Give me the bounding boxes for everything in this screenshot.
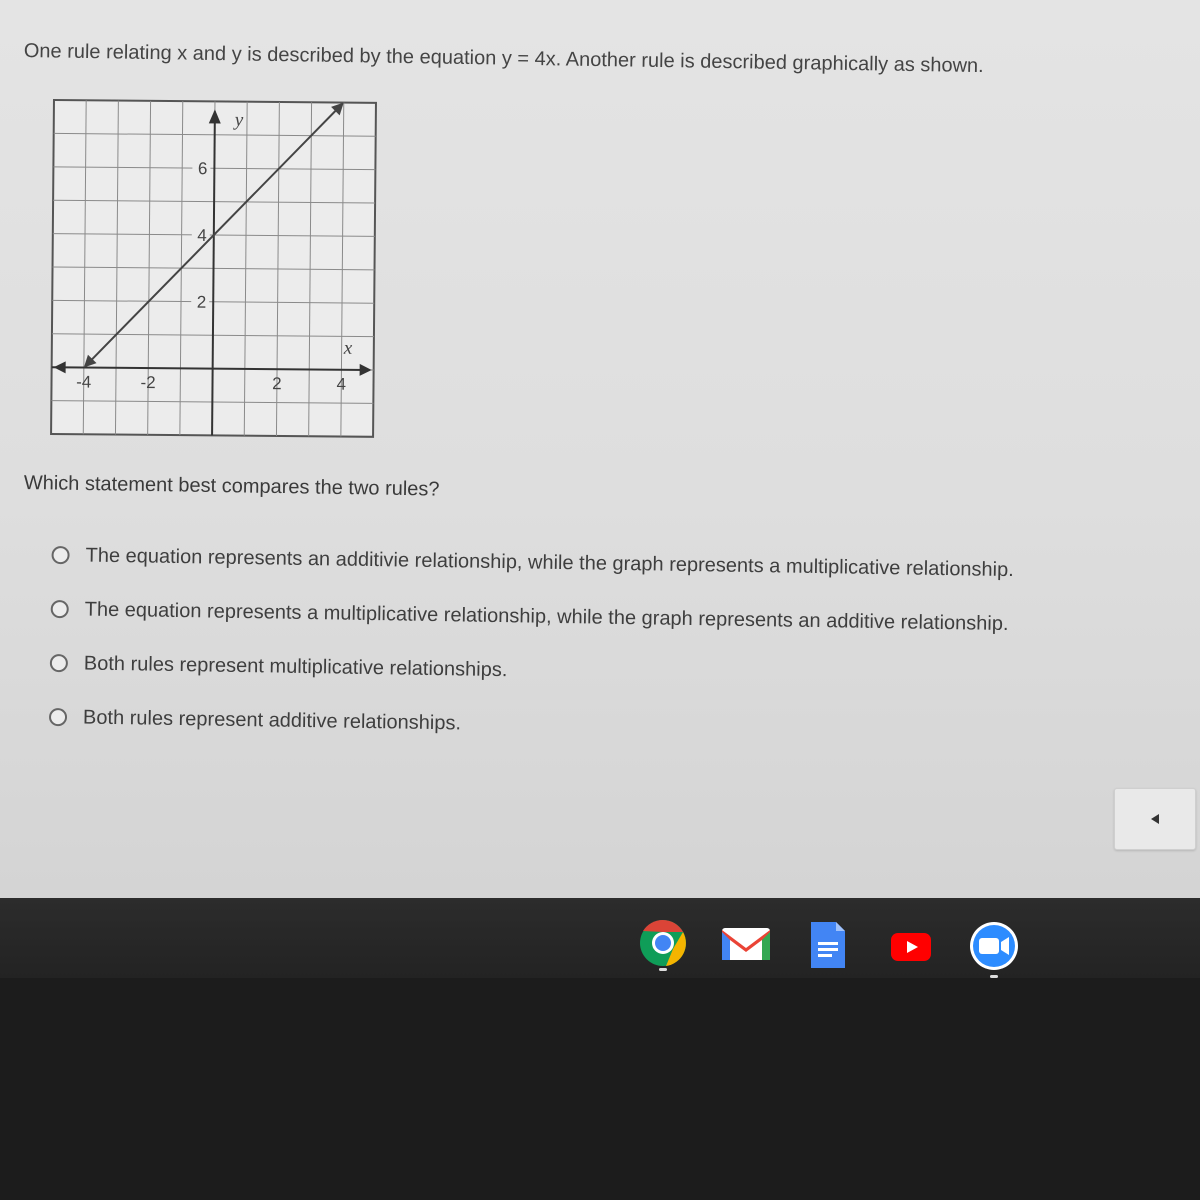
answer-option-label: The equation represents a multiplicative relationship, while the graph represents an additive relationship. [84,598,1009,635]
google-docs-icon[interactable] [808,920,848,970]
x-tick-label: -2 [140,372,156,393]
answer-option-label: Both rules represent additive relationships. [82,706,462,734]
os-shelf [0,898,1200,978]
y-tick-label: 6 [197,159,208,179]
x-axis-label: x [343,337,353,359]
radio-button-icon[interactable] [49,708,67,726]
y-tick-label: 4 [197,225,207,245]
answer-option-label: The equation represents an additivie relationship, while the graph represents a multiplicative relationship. [85,544,1014,581]
graph-svg [49,98,380,441]
question-prompt: Which statement best compares the two rules? [23,472,440,501]
question-text: One rule relating x and y is described by the equation y = 4x. Another rule is described graphically as shown. [23,40,984,78]
y-tick-label: 2 [196,292,207,312]
coordinate-graph [49,98,380,441]
x-tick-label: 4 [336,374,347,394]
answer-option-label: Both rules represent multiplicative relationships. [83,652,508,681]
chrome-icon[interactable] [638,918,688,968]
radio-button-icon[interactable] [51,600,69,618]
running-indicator [659,968,667,971]
youtube-icon[interactable] [890,932,932,962]
collapse-panel-button[interactable] [1114,788,1196,850]
answer-options [49,528,1152,761]
gmail-icon[interactable] [720,924,772,964]
zoom-icon[interactable] [968,920,1020,972]
x-tick-label: -4 [76,372,92,392]
radio-button-icon[interactable] [51,546,69,564]
x-tick-label: 2 [272,374,282,394]
running-indicator [990,975,998,978]
y-axis-label: y [234,109,244,131]
caret-left-icon [1151,814,1159,824]
radio-button-icon[interactable] [50,654,68,672]
